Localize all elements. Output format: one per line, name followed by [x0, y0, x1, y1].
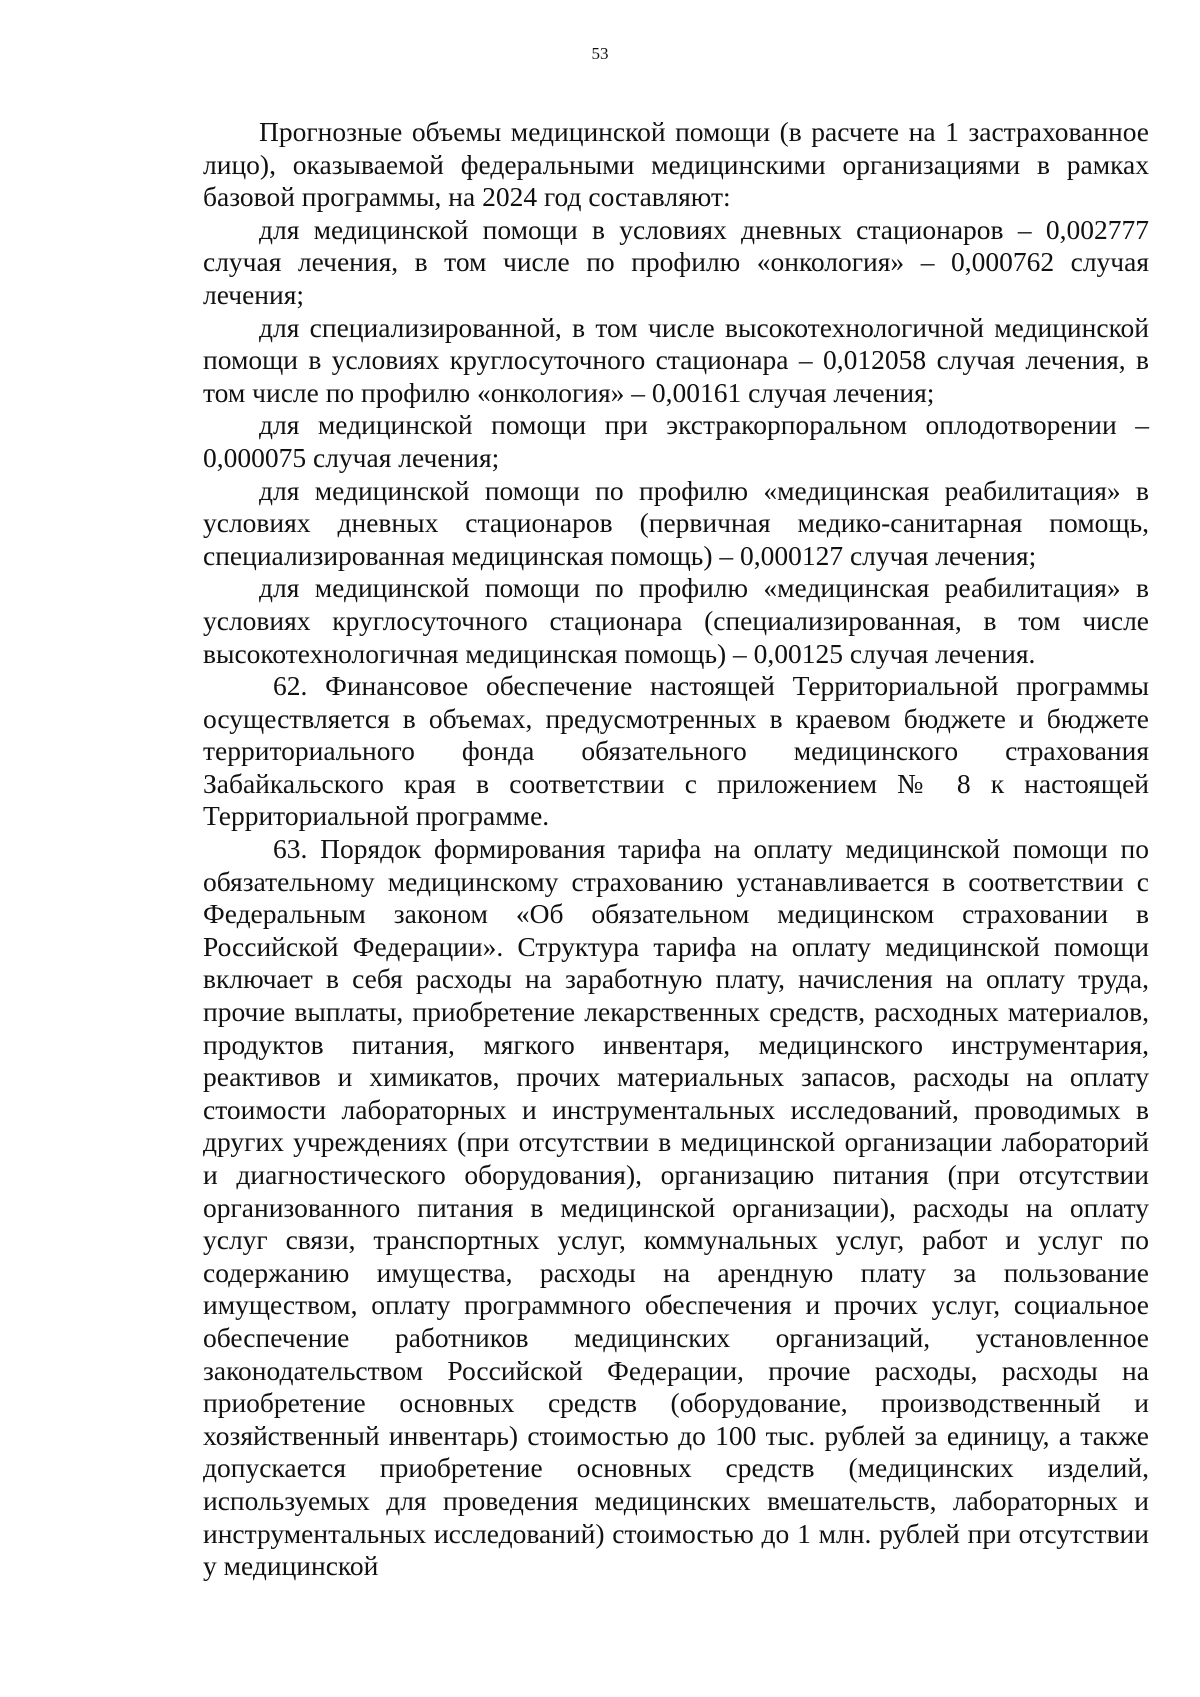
paragraph-ivf: для медицинской помощи при экстракорпоральном оплодотворении – 0,000075 случая лечения; — [203, 409, 1149, 473]
paragraph-rehab-day-hospital: для медицинской помощи по профилю «медицинская реабилитация» в условиях дневных стационаров (первичная медико-санитарная помощь, специализированная медицинская помощь) – 0,000127 случая лечения; — [203, 474, 1149, 571]
page-number: 53 — [591, 44, 609, 63]
paragraph-day-hospital: для медицинской помощи в условиях дневных стационаров – 0,002777 случая лечения, в том числе по профилю «онкология» – 0,000762 случая лечения; — [203, 213, 1149, 310]
paragraph-item-63: 63. Порядок формирования тарифа на оплату медицинской помощи по обязательному медицинскому страхованию устанавливается в соответствии с Федеральным законом «Об обязательном медицинском страховании в Российской Федерации». Структура тарифа на оплату медицинской помощи включает в себя расходы на заработную плату, начисления на оплату труда, прочие выплаты, приобретение лекарственных средств, расходных материалов, продуктов питания, мягкого инвентаря, медицинского инструментария, реактивов и химикатов, прочих материальных запасов, расходы на оплату стоимости лабораторных и инструментальных исследований, проводимых в других учреждениях (при отсутствии в медицинской организации лабораторий и диагностического оборудования), организацию питания (при отсутствии организованного питания в медицинской организации), расходы на оплату услуг связи, транспортных услуг, коммунальных услуг, работ и услуг по содержанию имущества, расходы на арендную плату за пользование имуществом, оплату программного обеспечения и прочих услуг, социальное обеспечение работников медицинских организаций, установленное законодательством Российской Федерации, прочие расходы, расходы на приобретение основных средств (оборудование, производственный и хозяйственный инвентарь) стоимостью до 100 тыс. рублей за единицу, а также допускается приобретение основных средств (медицинских изделий, используемых для проведения медицинских вмешательств, лабораторных и инструментальных исследований) стоимостью до 1 млн. рублей при отсутствии у медицинской — [203, 833, 1149, 1582]
paragraph-forecast-volumes: Прогнозные объемы медицинской помощи (в расчете на 1 застрахованное лицо), оказываемой федеральными медицинскими организациями в рамках базовой программы, на 2024 год составляют: — [203, 116, 1149, 213]
paragraph-item-62: 62. Финансовое обеспечение настоящей Территориальной программы осуществляется в объемах, предусмотренных в краевом бюджете и бюджете территориального фонда обязательного медицинского страхования Забайкальского края в соответствии с приложением № 8 к настоящей Территориальной программе. — [203, 670, 1149, 832]
paragraph-specialized-care: для специализированной, в том числе высокотехнологичной медицинской помощи в условиях круглосуточного стационара – 0,012058 случая лечения, в том числе по профилю «онкология» – 0,00161 случая лечения; — [203, 311, 1149, 408]
paragraph-rehab-round-the-clock: для медицинской помощи по профилю «медицинская реабилитация» в условиях круглосуточного стационара (специализированная, в том числе высокотехнологичная медицинская помощь) – 0,00125 случая лечения. — [203, 572, 1149, 669]
document-body — [203, 116, 1149, 1583]
